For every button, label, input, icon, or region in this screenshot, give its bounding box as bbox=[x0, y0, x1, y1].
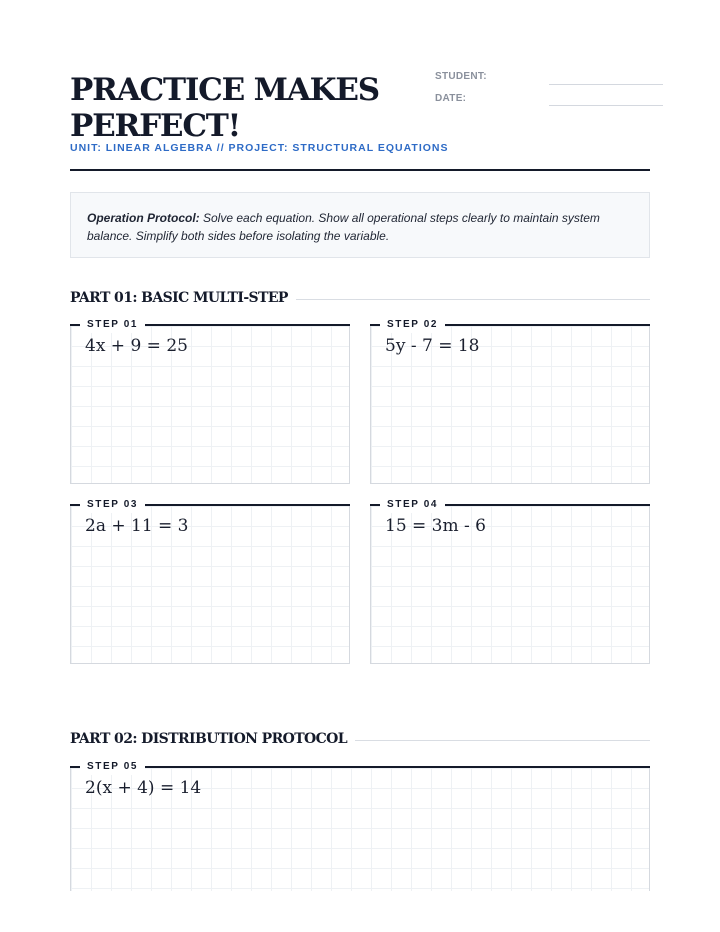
step-label: STEP 03 bbox=[80, 497, 145, 513]
step-03-box[interactable] bbox=[70, 497, 350, 664]
student-name-line[interactable] bbox=[549, 84, 663, 85]
step-label: STEP 01 bbox=[80, 317, 145, 333]
equation: 15 = 3m - 6 bbox=[385, 516, 486, 536]
step-label: STEP 02 bbox=[380, 317, 445, 333]
step-05-box[interactable] bbox=[70, 759, 650, 891]
part-title: PART 01: BASIC MULTI-STEP bbox=[70, 290, 296, 306]
equation: 2a + 11 = 3 bbox=[85, 516, 189, 536]
protocol-text: Solve each equation. Show all operational steps clearly to maintain system balance. Simplify both sides before isolating the variable. bbox=[87, 211, 600, 243]
step-label: STEP 05 bbox=[80, 759, 145, 775]
part-title: PART 02: DISTRIBUTION PROTOCOL bbox=[70, 731, 355, 747]
unit-subtitle: UNIT: LINEAR ALGEBRA // PROJECT: STRUCTURAL EQUATIONS bbox=[70, 142, 449, 154]
equation: 2(x + 4) = 14 bbox=[85, 778, 202, 798]
date-line[interactable] bbox=[549, 105, 663, 106]
step-01-box[interactable] bbox=[70, 317, 350, 484]
student-label: STUDENT: bbox=[435, 71, 487, 82]
step-02-box[interactable] bbox=[370, 317, 650, 484]
part-02-header bbox=[70, 731, 650, 751]
part-01-header bbox=[70, 290, 650, 310]
equation: 4x + 9 = 25 bbox=[85, 336, 188, 356]
protocol-label: Operation Protocol: bbox=[87, 211, 200, 225]
date-label: DATE: bbox=[435, 93, 467, 104]
worksheet-title: PRACTICE MAKES PERFECT! bbox=[70, 72, 379, 144]
step-04-box[interactable] bbox=[370, 497, 650, 664]
step-label: STEP 04 bbox=[380, 497, 445, 513]
header-divider bbox=[70, 169, 650, 171]
protocol-box bbox=[70, 192, 650, 258]
equation: 5y - 7 = 18 bbox=[385, 336, 480, 356]
